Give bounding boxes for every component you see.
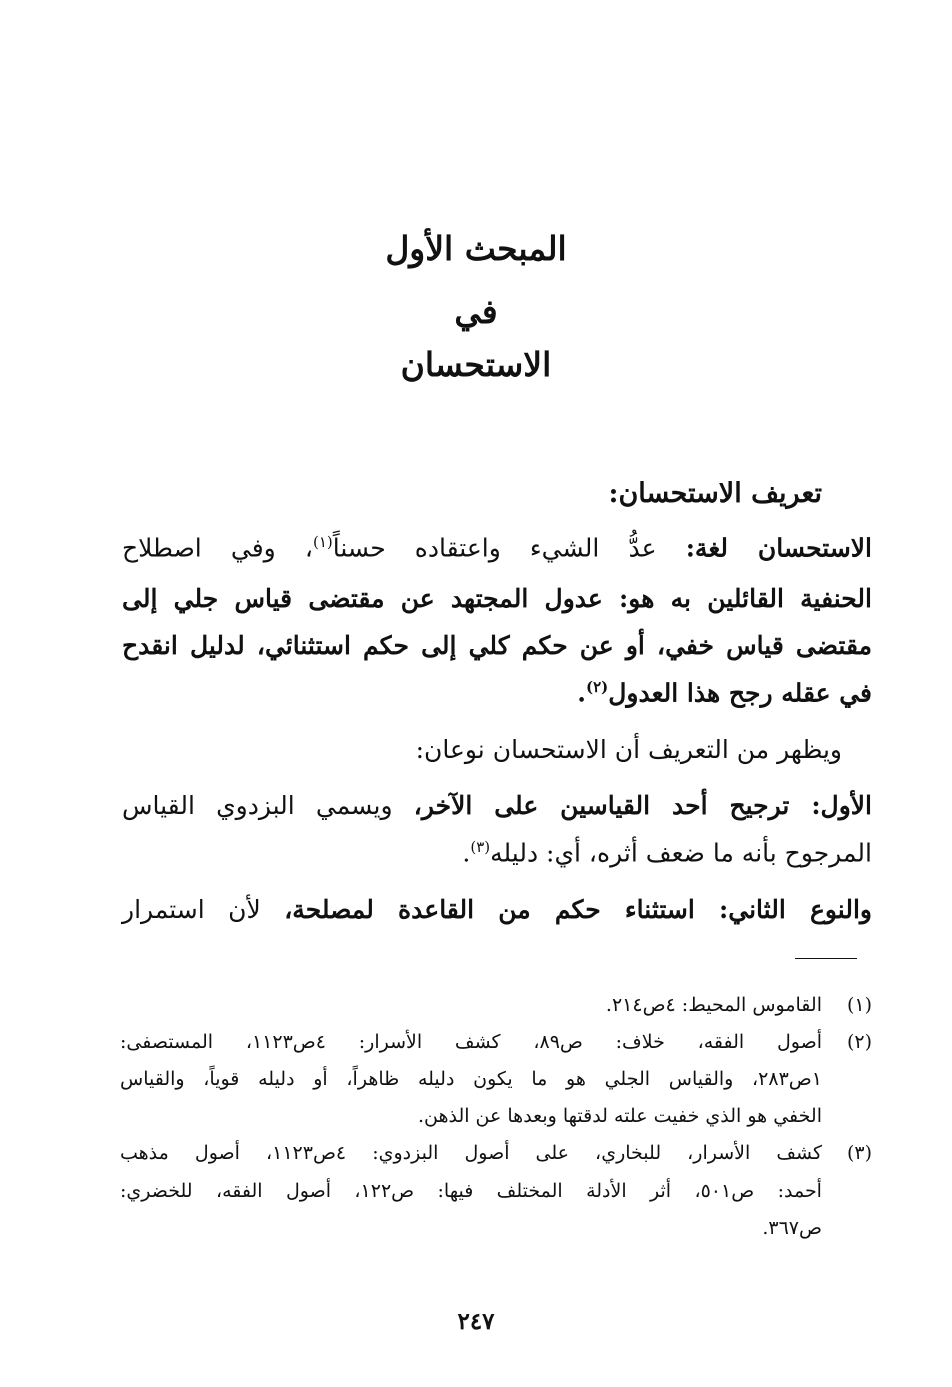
paragraph-2: ويظهر من التعريف أن الاستحسان نوعان:	[415, 735, 842, 764]
section-title: تعريف الاستحسان:	[608, 478, 822, 509]
footnote-3-line-3: ص٣٦٧.	[762, 1217, 822, 1239]
footnote-3-line-2: أحمد: ص٥٠١، أثر الأدلة المختلف فيها: ص١٢٢، أصول الفقه، للخضري:	[120, 1180, 822, 1202]
footnote-2-line-3: الخفي هو الذي خفيت علته لدقتها وبعدها عن الذهن.	[417, 1105, 822, 1127]
footnote-1-line-1: القاموس المحيط: ٤ص٢١٤.	[605, 994, 822, 1016]
footnote-2-line-1: أصول الفقه، خلاف: ص٨٩، كشف الأسرار: ٤ص١١٢٣، المستصفى:	[120, 1031, 822, 1053]
footnote-ref-2[interactable]: (٢)	[585, 678, 609, 696]
footnote-3-number: (٣)	[846, 1142, 872, 1164]
paragraph-1-line-1	[122, 533, 873, 563]
second-type-label: والنوع الثاني: استثناء حكم من القاعدة لمصلحة،	[284, 895, 872, 924]
term-label: الاستحسان لغة:	[685, 533, 873, 563]
text-span: المرجوح بأنه ما ضعف أثره، أي: دليله	[490, 838, 872, 868]
footnote-ref-1[interactable]: (١)	[312, 533, 333, 551]
text-span: عدُّ الشيء واعتقاده حسناً	[332, 533, 657, 563]
paragraph-1-line-4	[122, 678, 872, 708]
page-number: ٢٤٧	[457, 1308, 495, 1335]
chapter-heading-line-2: في	[454, 292, 498, 331]
footnote-2-number: (٢)	[846, 1031, 872, 1053]
footnote-3-line-1: كشف الأسرار، للبخاري، على أصول البزدوي: ٤ص١١٢٣، أصول مذهب	[120, 1142, 822, 1164]
text-span: ، وفي اصطلاح	[122, 533, 313, 563]
paragraph-3-line-2	[122, 838, 872, 868]
period: .	[462, 838, 471, 868]
first-type-label: الأول: ترجيح أحد القياسين على الآخر،	[413, 791, 872, 820]
text-span: ويسمي البزدوي القياس	[122, 791, 393, 820]
chapter-heading-line-1: المبحث الأول	[385, 229, 567, 268]
footnote-2-line-2: ١ص٢٨٣، والقياس الجلي هو ما يكون دليله ظاهراً، أو دليله قوياً، والقياس	[120, 1068, 822, 1090]
footnote-ref-3[interactable]: (٣)	[470, 838, 491, 856]
paragraph-3-line-1	[122, 793, 872, 818]
paragraph-4-line-1	[122, 897, 872, 922]
paragraph-1-line-3: مقتضى قياس خفي، أو عن حكم كلي إلى حكم استثنائي، لدليل انقدح	[122, 631, 872, 660]
footnote-1-number: (١)	[846, 994, 872, 1016]
footnote-divider	[795, 958, 857, 959]
chapter-heading-line-3: الاستحسان	[400, 345, 552, 384]
text-span: لأن استمرار	[122, 895, 261, 924]
period: .	[577, 678, 586, 708]
text-span: في عقله رجح هذا العدول	[608, 678, 872, 708]
paragraph-1-line-2: الحنفية القائلين به هو: عدول المجتهد عن مقتضى قياس جلي إلى	[122, 584, 872, 613]
